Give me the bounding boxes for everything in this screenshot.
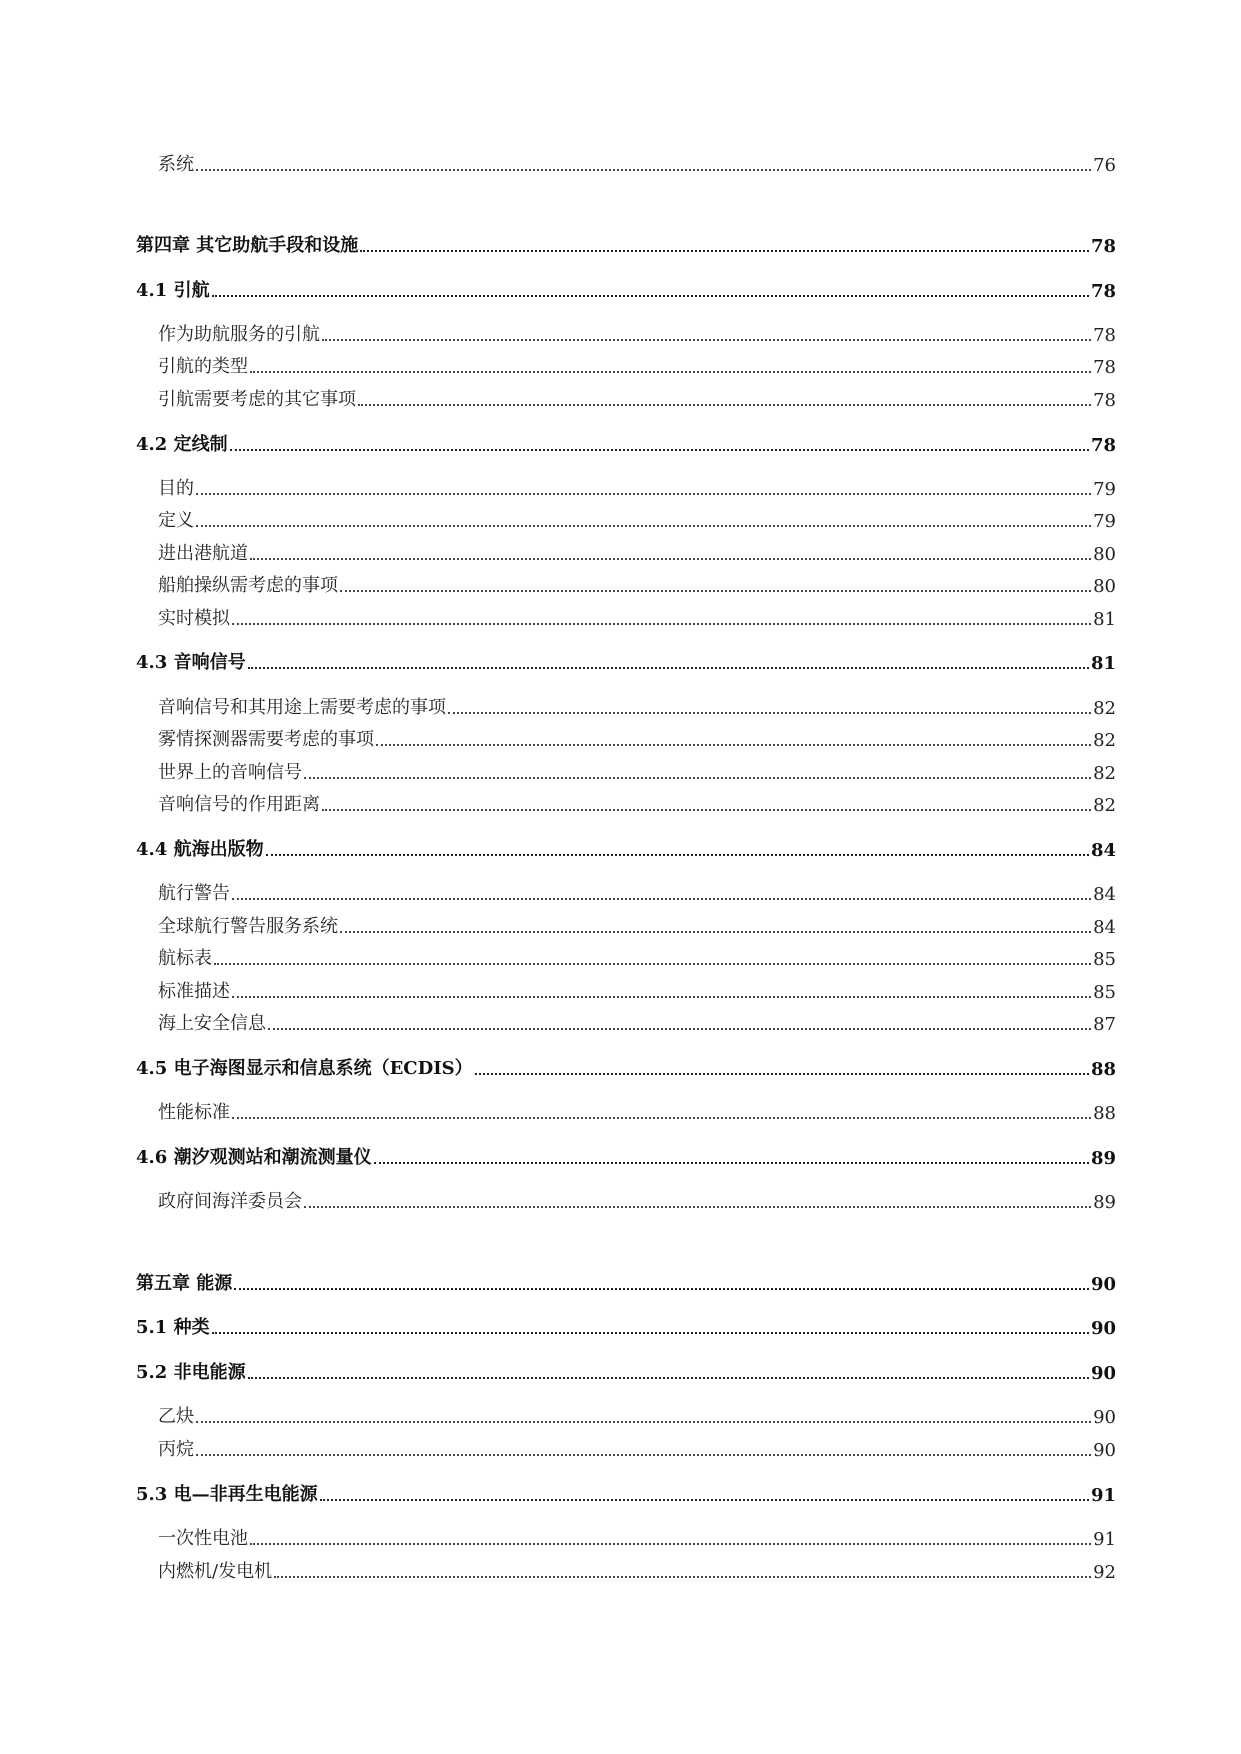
- dot-leader: [475, 1073, 1089, 1075]
- dot-leader: [320, 1499, 1089, 1501]
- dot-leader: [196, 493, 1091, 495]
- dot-leader: [250, 558, 1091, 560]
- dot-leader: [196, 1421, 1091, 1423]
- toc-chapter-title: 第五章 能源: [136, 1273, 233, 1294]
- toc-entry-title: 航行警告: [158, 883, 230, 904]
- toc-entry-page: 80: [1093, 576, 1116, 597]
- dot-leader: [340, 931, 1091, 933]
- toc-section[interactable]: [136, 835, 1116, 861]
- toc-entry-title: 定义: [158, 510, 194, 531]
- toc-entry-title: 世界上的音响信号: [158, 762, 302, 783]
- toc-section[interactable]: [136, 430, 1116, 456]
- toc-section-title: 4.6 潮汐观测站和潮流测量仪: [136, 1147, 372, 1168]
- toc-entry-title: 海上安全信息: [158, 1013, 266, 1034]
- toc-entry[interactable]: [158, 1098, 1116, 1124]
- toc-section-page: 90: [1090, 1318, 1116, 1339]
- toc-section[interactable]: [136, 1143, 1116, 1169]
- toc-entry-page: 78: [1093, 357, 1116, 378]
- dot-leader: [212, 295, 1089, 297]
- toc-entry[interactable]: [158, 912, 1116, 938]
- toc-section-title: 4.1 引航: [136, 280, 210, 301]
- dot-leader: [232, 996, 1091, 998]
- toc-chapter-page: 78: [1090, 236, 1116, 257]
- toc-section-title: 4.2 定线制: [136, 434, 228, 455]
- toc-entry-title: 性能标准: [158, 1102, 230, 1123]
- toc-entry-page: 78: [1093, 390, 1116, 411]
- toc-entry-page: 90: [1093, 1440, 1116, 1461]
- toc-entry-page: 76: [1093, 155, 1116, 176]
- toc-chapter[interactable]: [136, 231, 1116, 257]
- toc-entry-page: 89: [1093, 1192, 1116, 1213]
- dot-leader: [234, 1288, 1089, 1290]
- toc-entry[interactable]: [158, 1557, 1116, 1583]
- toc-section-page: 81: [1090, 653, 1116, 674]
- toc-entry-page: 90: [1093, 1407, 1116, 1428]
- dot-leader: [358, 404, 1091, 406]
- dot-leader: [248, 667, 1089, 669]
- toc-entry-title: 内燃机/发电机: [158, 1561, 273, 1582]
- toc-entry[interactable]: [158, 1009, 1116, 1035]
- toc-entry-page: 84: [1093, 884, 1116, 905]
- dot-leader: [232, 1117, 1091, 1119]
- toc-entry-title: 引航需要考虑的其它事项: [158, 389, 356, 410]
- toc-entry-title: 音响信号的作用距离: [158, 794, 320, 815]
- toc-entry[interactable]: [158, 977, 1116, 1003]
- toc-entry-page: 82: [1093, 730, 1116, 751]
- toc-entry-page: 82: [1093, 795, 1116, 816]
- dot-leader: [274, 1576, 1091, 1578]
- toc-entry[interactable]: [158, 725, 1116, 751]
- toc-entry-page: 82: [1093, 763, 1116, 784]
- toc-entry[interactable]: [158, 879, 1116, 905]
- dot-leader: [304, 777, 1091, 779]
- toc-entry-title: 实时模拟: [158, 608, 230, 629]
- dot-leader: [232, 898, 1091, 900]
- toc-chapter-page: 90: [1090, 1274, 1116, 1295]
- toc-section-title: 4.4 航海出版物: [136, 839, 264, 860]
- toc-entry[interactable]: [158, 506, 1116, 532]
- toc-entry[interactable]: [158, 1402, 1116, 1428]
- dot-leader: [230, 449, 1089, 451]
- dot-leader: [266, 854, 1089, 856]
- toc-section-title: 5.2 非电能源: [136, 1362, 246, 1383]
- toc-entry-page: 80: [1093, 544, 1116, 565]
- toc-section[interactable]: [136, 1358, 1116, 1384]
- toc-section[interactable]: [136, 648, 1116, 674]
- toc-section-page: 84: [1090, 840, 1116, 861]
- toc-entry-page: 88: [1093, 1103, 1116, 1124]
- toc-chapter[interactable]: [136, 1269, 1116, 1295]
- toc-entry-title: 全球航行警告服务系统: [158, 916, 338, 937]
- dot-leader: [248, 1377, 1089, 1379]
- toc-entry-title: 进出港航道: [158, 543, 248, 564]
- dot-leader: [196, 169, 1091, 171]
- toc-chapter-title: 第四章 其它助航手段和设施: [136, 235, 359, 256]
- toc-section[interactable]: [136, 1054, 1116, 1080]
- toc-entry[interactable]: [158, 1524, 1116, 1550]
- toc-entry-title: 航标表: [158, 948, 212, 969]
- dot-leader: [250, 1543, 1091, 1545]
- toc-section[interactable]: [136, 1480, 1116, 1506]
- toc-entry-title: 目的: [158, 478, 194, 499]
- dot-leader: [212, 1332, 1089, 1334]
- toc-entry-page: 92: [1093, 1562, 1116, 1583]
- dot-leader: [196, 525, 1091, 527]
- dot-leader: [340, 590, 1091, 592]
- dot-leader: [268, 1028, 1091, 1030]
- toc-section-page: 78: [1090, 281, 1116, 302]
- toc-section-page: 90: [1090, 1363, 1116, 1384]
- dot-leader: [322, 809, 1091, 811]
- toc-entry-page: 79: [1093, 479, 1116, 500]
- toc-entry-page: 87: [1093, 1014, 1116, 1035]
- toc-entry[interactable]: [158, 944, 1116, 970]
- toc-entry-title: 政府间海洋委员会: [158, 1191, 302, 1212]
- dot-leader: [196, 1454, 1091, 1456]
- toc-entry-page: 84: [1093, 917, 1116, 938]
- toc-entry[interactable]: [158, 604, 1116, 630]
- toc-section-page: 89: [1090, 1148, 1116, 1169]
- toc-section-title: 5.1 种类: [136, 1317, 210, 1338]
- toc-entry[interactable]: [158, 320, 1116, 346]
- toc-entry[interactable]: [158, 1187, 1116, 1213]
- toc-entry-page: 81: [1093, 609, 1116, 630]
- toc-entry-title: 船舶操纵需考虑的事项: [158, 575, 338, 596]
- toc-entry[interactable]: [158, 539, 1116, 565]
- toc-entry-title: 丙烷: [158, 1439, 194, 1460]
- dot-leader: [214, 963, 1091, 965]
- dot-leader: [322, 339, 1091, 341]
- dot-leader: [374, 1162, 1089, 1164]
- toc-entry-title: 音响信号和其用途上需要考虑的事项: [158, 697, 446, 718]
- toc-section-page: 91: [1090, 1485, 1116, 1506]
- toc-section-title: 4.5 电子海图显示和信息系统（ECDIS）: [136, 1058, 473, 1079]
- toc-entry[interactable]: [158, 790, 1116, 816]
- toc-entry[interactable]: [158, 758, 1116, 784]
- toc-entry-page: 85: [1093, 949, 1116, 970]
- toc-entry[interactable]: [158, 150, 1116, 176]
- toc-entry[interactable]: [158, 571, 1116, 597]
- toc-section-page: 78: [1090, 435, 1116, 456]
- toc-entry[interactable]: [158, 1435, 1116, 1461]
- dot-leader: [304, 1206, 1091, 1208]
- dot-leader: [232, 623, 1091, 625]
- toc-entry[interactable]: [158, 385, 1116, 411]
- dot-leader: [250, 371, 1091, 373]
- toc-entry-title: 作为助航服务的引航: [158, 324, 320, 345]
- toc-entry-page: 79: [1093, 511, 1116, 532]
- toc-entry-page: 82: [1093, 698, 1116, 719]
- toc-entry-title: 一次性电池: [158, 1528, 248, 1549]
- toc-entry-title: 雾情探测器需要考虑的事项: [158, 729, 374, 750]
- dot-leader: [376, 744, 1091, 746]
- toc-entry-page: 85: [1093, 982, 1116, 1003]
- toc-entry-page: 78: [1093, 325, 1116, 346]
- toc-entry-title: 引航的类型: [158, 356, 248, 377]
- toc-entry-title: 系统: [158, 154, 194, 175]
- toc-section-title: 5.3 电—非再生电能源: [136, 1484, 318, 1505]
- toc-entry-title: 标准描述: [158, 981, 230, 1002]
- toc-entry-title: 乙炔: [158, 1406, 194, 1427]
- toc-entry-page: 91: [1093, 1529, 1116, 1550]
- toc-entry[interactable]: [158, 352, 1116, 378]
- dot-leader: [360, 250, 1089, 252]
- toc-section-page: 88: [1090, 1059, 1116, 1080]
- toc-section[interactable]: [136, 276, 1116, 302]
- toc-section[interactable]: [136, 1313, 1116, 1339]
- toc-entry[interactable]: [158, 474, 1116, 500]
- toc-section-title: 4.3 音响信号: [136, 652, 246, 673]
- dot-leader: [448, 712, 1091, 714]
- toc-entry[interactable]: [158, 693, 1116, 719]
